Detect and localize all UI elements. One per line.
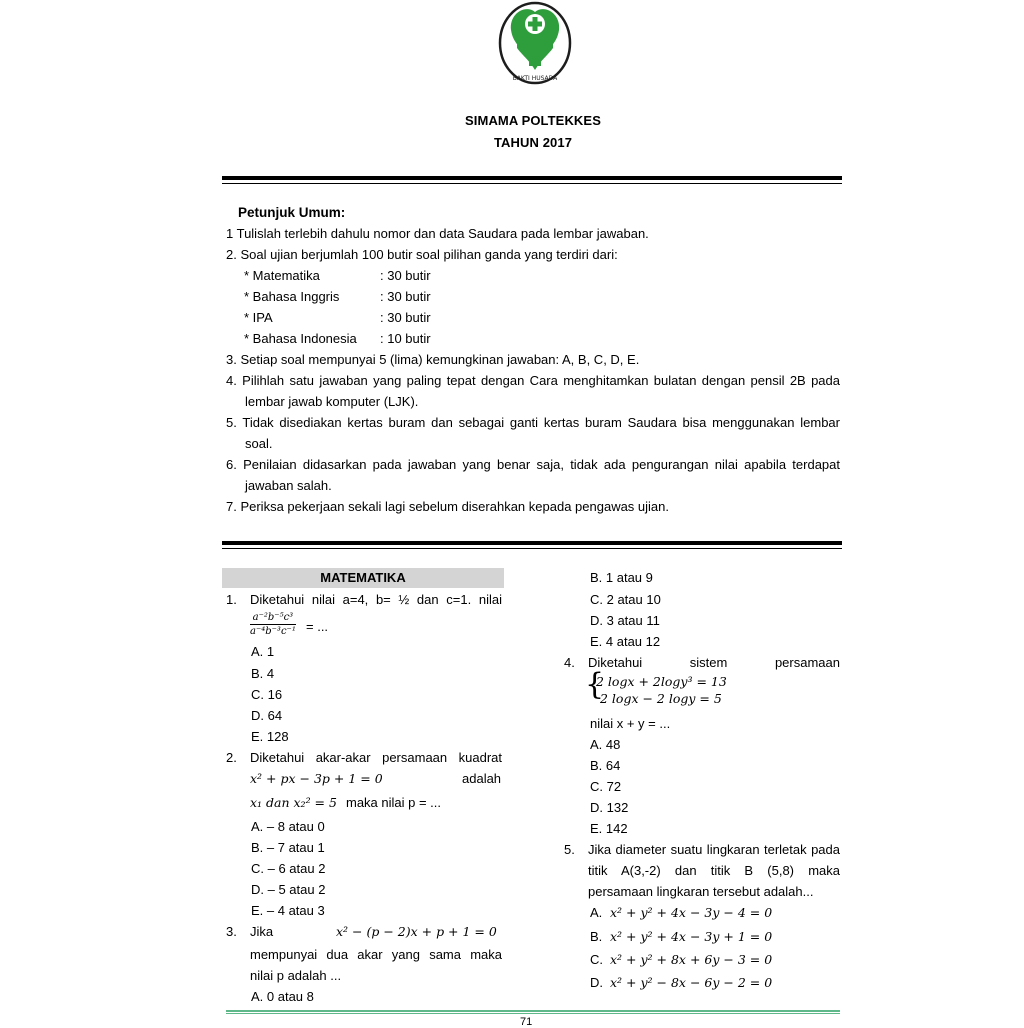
instruction-5-cont: soal. [245, 436, 273, 451]
q2-equation: x² + px − 3p + 1 = 0 [250, 771, 383, 786]
bakti-husada-logo [497, 0, 573, 86]
question-2-text: Diketahui akar-akar persamaan kuadrat [250, 750, 502, 765]
answer-option: D. 3 atau 11 [590, 613, 660, 628]
answer-option: E. 4 atau 12 [590, 634, 661, 649]
q3-equation: x² − (p − 2)x + p + 1 = 0 [336, 924, 497, 939]
subject-count: : 10 butir [380, 331, 431, 346]
answer-option: D. – 5 atau 2 [251, 882, 326, 897]
answer-option-label: B. [590, 929, 603, 944]
answer-option: D. 64 [251, 708, 283, 723]
instruction-4: 4. Pilihlah satu jawaban yang paling tepat dengan Cara menghitamkan bulatan dengan pensil 2B pada [226, 373, 840, 388]
answer-option-equation: x² + y² + 4x − 3y + 1 = 0 [610, 929, 773, 944]
instructions-heading: Petunjuk Umum: [238, 205, 346, 220]
q2-condition-tail: maka nilai p = ... [346, 795, 442, 810]
header-rule-thin [222, 183, 842, 184]
answer-option: B. – 7 atau 1 [251, 840, 325, 855]
subject-name: * Bahasa Inggris [244, 289, 340, 304]
document-title: SIMAMA POLTEKKES [465, 113, 601, 128]
answer-option: A. 1 [251, 644, 275, 659]
question-number: 2. [226, 750, 237, 765]
question-1-text: Diketahui nilai a=4, b= ½ dan c=1. nilai [250, 592, 502, 607]
question-number: 4. [564, 655, 575, 670]
q4-system-eq2: 2 logx − 2 logy = 5 [600, 691, 722, 706]
answer-option: C. 16 [251, 687, 283, 702]
question-number: 3. [226, 924, 237, 939]
answer-option: C. 2 atau 10 [590, 592, 661, 607]
q1-fraction-tail: = ... [306, 619, 329, 634]
instruction-4-cont: lembar jawab komputer (LJK). [245, 394, 419, 409]
instruction-6: 6. Penilaian didasarkan pada jawaban yang benar saja, tidak ada pengurangan nilai apabila terdapat [226, 457, 840, 472]
document-year: TAHUN 2017 [493, 135, 573, 150]
q2-equation-tail: adalah [462, 771, 502, 786]
q4-system-eq1: 2 logx + 2logy³ = 13 [596, 674, 727, 689]
instruction-5: 5. Tidak disediakan kertas buram dan sebagai ganti kertas buram Saudara bisa menggunakan lembar [226, 415, 840, 430]
instruction-3: 3. Setiap soal mempunyai 5 (lima) kemungkinan jawaban: A, B, C, D, E. [226, 352, 640, 367]
answer-option-equation: x² + y² − 8x − 6y − 2 = 0 [610, 975, 773, 990]
answer-option: E. 128 [251, 729, 289, 744]
answer-option-label: D. [590, 975, 603, 990]
instruction-2: 2. Soal ujian berjumlah 100 butir soal pilihan ganda yang terdiri dari: [226, 247, 618, 262]
question-4-ask: nilai x + y = ... [590, 716, 671, 731]
page-number: 71 [520, 1016, 533, 1028]
subject-name: * Bahasa Indonesia [244, 331, 357, 346]
answer-option-equation: x² + y² + 4x − 3y − 4 = 0 [610, 905, 773, 920]
instruction-7: 7. Periksa pekerjaan sekali lagi sebelum diserahkan kepada pengawas ujian. [226, 499, 669, 514]
instruction-6-cont: jawaban salah. [245, 478, 332, 493]
subject-count: : 30 butir [380, 268, 431, 283]
question-5-text: Jika diameter suatu lingkaran terletak pada [588, 842, 840, 857]
answer-option-label: A. [590, 905, 603, 920]
question-3-label: Jika [250, 924, 274, 939]
section-rule [222, 541, 842, 545]
answer-option: A. 48 [590, 737, 621, 752]
answer-option: A. 0 atau 8 [251, 989, 314, 1004]
footer-rule-thin [226, 1013, 840, 1014]
subject-count: : 30 butir [380, 289, 431, 304]
q1-fraction-numerator: a⁻²b⁻⁵c³ [250, 612, 296, 625]
answer-option: A. – 8 atau 0 [251, 819, 325, 834]
section-rule-thin [222, 548, 842, 549]
answer-option: B. 64 [590, 758, 621, 773]
header-rule [222, 176, 842, 180]
section-title: MATEMATIKA [222, 568, 504, 588]
question-3-text: mempunyai dua akar yang sama maka [250, 947, 502, 962]
answer-option: B. 4 [251, 666, 275, 681]
question-4-text: Diketahui sistem persamaan [588, 655, 840, 670]
footer-rule [226, 1010, 840, 1012]
q2-condition: x₁ dan x₂² = 5 [250, 795, 337, 810]
subject-count: : 30 butir [380, 310, 431, 325]
answer-option: C. 72 [590, 779, 622, 794]
answer-option-label: C. [590, 952, 603, 967]
instruction-1: 1 Tulislah terlebih dahulu nomor dan data Saudara pada lembar jawaban. [226, 226, 649, 241]
answer-option: E. 142 [590, 821, 628, 836]
question-number: 1. [226, 592, 237, 607]
subject-name: * IPA [244, 310, 273, 325]
answer-option: C. – 6 atau 2 [251, 861, 326, 876]
logo-text: BAKTI HUSADA [512, 75, 558, 82]
question-number: 5. [564, 842, 575, 857]
q1-fraction-denominator: a⁻⁴b⁻³c⁻¹ [250, 626, 296, 637]
question-3-text-cont: nilai p adalah ... [250, 968, 342, 983]
question-5-text-cont: titik A(3,-2) dan titik B (5,8) maka [588, 863, 840, 878]
answer-option: D. 132 [590, 800, 629, 815]
answer-option: E. – 4 atau 3 [251, 903, 325, 918]
answer-option: B. 1 atau 9 [590, 570, 653, 585]
subject-name: * Matematika [244, 268, 320, 283]
answer-option-equation: x² + y² + 8x + 6y − 3 = 0 [610, 952, 773, 967]
q1-fraction [250, 612, 296, 638]
system-brace: { [585, 667, 605, 702]
question-5-text-cont: persamaan lingkaran tersebut adalah... [588, 884, 814, 899]
